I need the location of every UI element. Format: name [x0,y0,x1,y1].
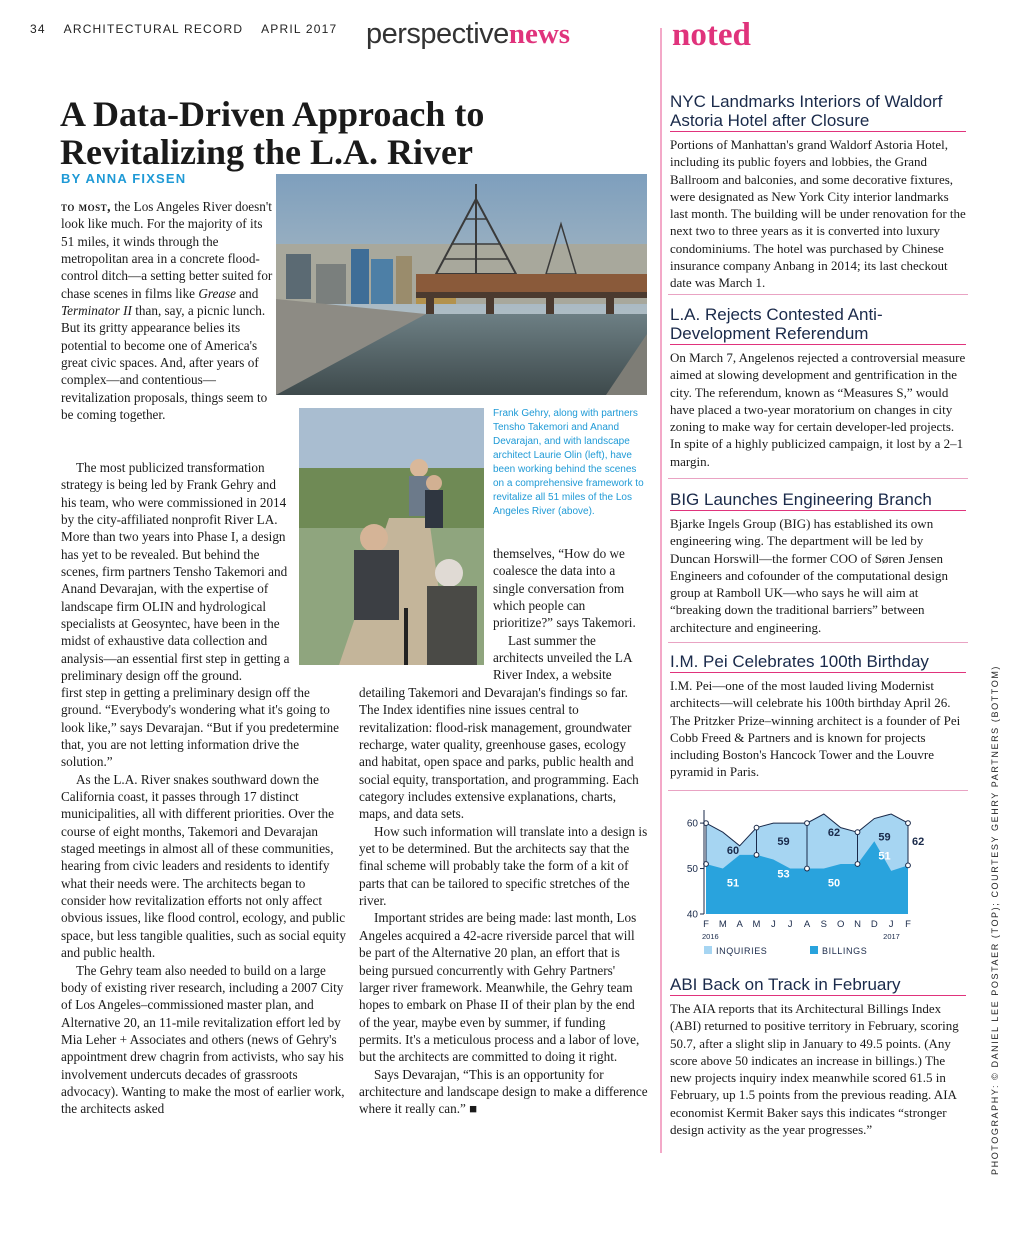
article-column-2-bottom [359,684,648,1118]
noted-item-pei [670,652,966,781]
noted-separator [668,790,968,791]
legend-label-billings: BILLINGS [822,946,868,956]
abi-chart [668,800,968,965]
article-column-2-top [493,545,648,684]
noted-separator [668,294,968,295]
article-column-1-top [61,198,276,423]
data-label-billings: 51 [726,877,740,890]
x-tick-label: A [803,919,811,930]
data-label-billings: 53 [777,868,790,881]
data-label-inquiries: 59 [878,831,891,844]
section-light: perspective [366,18,509,50]
article-paragraph-3: As the L.A. River snakes southward down the California coast, it passes through 17 distinct municipalities, all with different priorities. Over the course of eight months, Takemori and Devarajan staged meetings in almost all of these communities, hearing from civic leaders and residents to identify what their needs were. The architects began to consider how revitalization efforts not only affect obvious issues, like flood control, ecology, and public space, but less tangible qualities, such as social equity and public health. [61,771,346,961]
page-folio [30,22,351,36]
team-photo [299,408,484,665]
article-paragraph-5: themselves, “How do we coalesce the data into a single conversation from which people can prioritize?” says Takemori. [493,546,636,631]
article-paragraph-4: The Gehry team also needed to build on a large body of existing river research, including a 2007 City of Los Angeles–commissioned master plan, and Alternative 20, an 11-mile revitalization effort led by Mia Leher + Associates and others (news of Gehry's appointment drew chagrin from activists, who say his involvement undercuts decades of grassroots advocacy). Wanting to make the most of earlier work, the architects asked [61,962,345,1117]
x-tick-label: J [888,919,894,930]
lead-in: to most, [61,199,111,214]
noted-item-body: On March 7, Angelenos rejected a controversial measure aimed at slowing development and gentrification in the city. The referendum, known as “Measures S,” would have placed a two-year moratorium on changes in city zoning to make way for certain developer-led projects. In spite of a highly publicized campaign, it lost by a 2–1 margin. [670,350,966,469]
film-grease: Grease [198,285,236,301]
noted-item-title: NYC Landmarks Interiors of Waldorf Astoria Hotel after Closure [670,92,966,132]
article-paragraph-1 [61,198,276,423]
y-tick-label: 60 [686,818,698,830]
data-label-inquiries: 60 [726,845,740,858]
x-tick-label: F [905,919,911,930]
page-number: 34 [30,22,46,36]
noted-separator [668,478,968,479]
paragraph-1-text: the Los Angeles River doesn't look like much. For the majority of its 51 miles, it winds through the metropolitan area in a concrete flood-control ditch—a setting better suited for chase scenes in films like [61,199,273,301]
noted-item-title: L.A. Rejects Contested Anti-Development Referendum [670,305,966,345]
inquiries-point [855,830,860,835]
river-photo-image [276,174,647,395]
data-label-billings: 50 [827,877,841,890]
x-tick-label: M [752,919,761,930]
noted-item-body: Portions of Manhattan's grand Waldorf Astoria Hotel, including its public foyers and lobbies, the Grand Ballroom and balconies, and some decorative fixtures, were designated as New York City interior landmarks last month. The building will be under renovation for the next two to three years as it is converted into luxury condominiums. The hotel was purchased by Chinese insurance company Anbang in 2014; its last checkout date was March 1. [670,137,966,291]
inquiries-point [805,821,810,826]
data-label-billings: 51 [878,850,891,863]
article-paragraph-2: The most publicized transformation strategy is being led by Frank Gehry and his team, who were commissioned in 2014 by the city-affiliated nonprofit River LA. More than two years into Phase I, a design has yet to be revealed. But behind the scenes, firm partners Tensho Takemori and Anand Devarajan, with the expertise of landscape firm OLIN and hydrological specialists at Geosyntec, have been in the midst of exhaustive data collection and analysis—an essential first step in getting a preliminary design off the ground. [61,460,290,684]
billings-point [855,862,860,867]
legend-label-inquiries: INQUIRIES [716,946,768,956]
team-photo-image [299,408,484,665]
byline: BY ANNA FIXSEN [61,171,187,186]
photo-caption: Frank Gehry, along with partners Tensho Takemori and Anand Devarajan, and with landscape architect Laurie Olin (left), have been working behind the scenes on a comprehensive framework to revitalize all 51 miles of the Los Angeles River (above). [493,408,644,517]
x-tick-label: A [736,919,743,930]
year-label-start: 2016 [702,932,719,941]
noted-item-waldorf [670,92,966,292]
data-label-billings: 51 [912,874,925,887]
billings-point [805,866,810,871]
noted-item-body: The AIA reports that its Architectural Billings Index (ABI) returned to positive territory in February, scoring 50.7, after a slight slip in January to 49.5 points. (Any score above 50 indicates an increase in billings.) The new projects inquiry index meanwhile scored 61.5 in February, up 1.5 points from the previous reading. AIA economist Kermit Baker says this indicates “stronger design activity as the year progresses.” [670,1001,959,1138]
paragraph-1-end: than, say, a picnic lunch. But its gritty appearance belies its potential to become one of America's great civic spaces. And, after years of complex—and contentious—revitalization proposals, things seem to be coming together. [61,303,268,423]
y-tick-label: 40 [686,909,698,921]
article-column-1-bottom [61,684,351,1118]
year-label-end: 2017 [883,932,900,941]
article-paragraph-2-cont: first step in getting a preliminary design off the ground. “Everybody's wondering what it's going to look like,” says Devarajan. “But if you predetermine that, you are not letting information drive the solution.” [61,685,339,770]
river-photo [276,174,647,395]
x-tick-label: J [770,919,776,930]
section-bold: news [508,18,571,50]
noted-item-la-referendum [670,305,966,470]
legend-swatch-billings [810,946,818,954]
x-tick-label: O [836,919,845,930]
article-paragraph-8: Important strides are being made: last month, Los Angeles acquired a 42-acre riverside parcel that will be part of the Alternative 20 plan, an effort that is being pursued concurrently with Gehry Partners' larger river framework. Meanwhile, the Gehry team hopes to embark on Phase II of their plan by the end of the year, maybe even by summer, if funding permits. It's a meticulous process and a labor of love, but the architects are committed to doing it right. [359,910,640,1065]
billings-point [754,853,759,858]
noted-heading: noted [672,17,751,53]
article-column-1-mid [61,459,293,684]
article-title: A Data-Driven Approach to Revitalizing the L.A. River [60,94,485,172]
x-tick-label: S [820,919,828,930]
photo-credit-text: PHOTOGRAPHY: © DANIEL LEE POSTAER (TOP); COURTESY GEHRY PARTNERS (BOTTOM) [990,664,1000,1175]
data-label-inquiries: 59 [777,836,790,849]
data-label-inquiries: 62 [827,827,841,839]
abi-chart-svg [668,800,968,965]
column-divider [660,28,662,1153]
y-tick-label: 50 [686,864,698,876]
article-paragraph-7: How such information will translate into a design is yet to be determined. But the architects say that the final scheme will probably take the form of a kit of parts that can be tailored to specific stretches of the river. [359,823,648,909]
x-tick-label: N [854,919,861,930]
legend-swatch-inquiries [704,946,712,954]
magazine-name: ARCHITECTURAL RECORD [63,22,244,36]
x-tick-label: D [870,919,878,930]
section-header [366,18,570,51]
noted-item-title: I.M. Pei Celebrates 100th Birthday [670,652,966,673]
noted-item-big [670,490,966,636]
issue-date: APRIL 2017 [261,22,338,36]
article-paragraph-9: Says Devarajan, “This is an opportunity for architecture and landscape design to make a difference where it really can.” ■ [359,1066,648,1117]
noted-item-title: ABI Back on Track in February [670,975,966,996]
noted-item-body: Bjarke Ingels Group (BIG) has established its own engineering wing. The department will be led by Duncan Horswill—the former COO of Søren Jensen Engineers and cofounder of the computational design group at Ramboll UK—who says he will aim at “breaking down the traditional barriers” between architecture and engineering. [670,516,948,635]
paragraph-1-and: and [235,285,259,301]
inquiries-point [906,821,911,826]
inquiries-point [754,825,759,830]
film-terminator: Terminator II [61,303,132,319]
x-tick-label: J [787,919,793,930]
article-paragraph-6: detailing Takemori and Devarajan's findings so far. The Index identifies nine issues central to revitalization: flood-risk management, groundwater recharge, water quality, greenhouse gases, ecology and habitat, open space and parks, public health and social equity, transportation, and programming. Each category includes extensive explanations, charts, maps, and data sets. [359,685,639,822]
noted-item-body: I.M. Pei—one of the most lauded living Modernist architects—will celebrate his 100th birthday April 26. The Pritzker Prize–winning architect is a founder of Pei Cobb Freed & Partners and is known for projects including Boston's Hancock Tower and the Louvre pyramid in Paris. [670,678,961,780]
billings-point [906,863,911,868]
x-tick-label: F [703,919,709,930]
x-tick-label: M [718,919,727,930]
article-paragraph-6-start: Last summer the architects unveiled the LA River Index, a website [493,632,632,683]
noted-item-abi [670,975,966,1138]
noted-separator [668,642,968,643]
data-label-inquiries: 62 [912,836,925,849]
noted-item-title: BIG Launches Engineering Branch [670,490,966,511]
